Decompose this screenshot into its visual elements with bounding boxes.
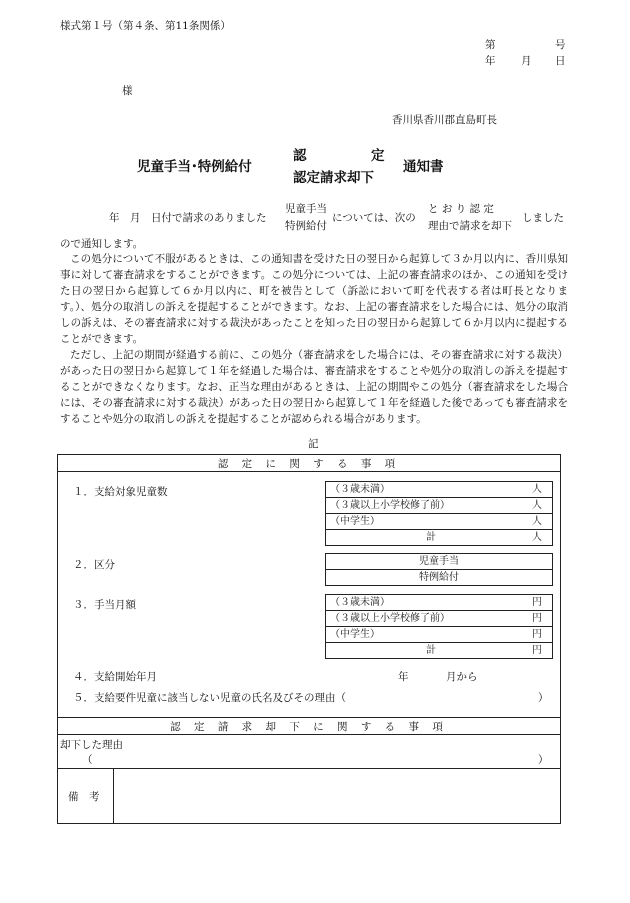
reject-reason-open: （ — [82, 754, 93, 766]
item3-row-2: （３歳以上小学校修了前） 円 — [325, 610, 553, 627]
item1-total: 計 人 — [325, 529, 553, 546]
intro-end: しました — [522, 212, 564, 224]
item2-label: ２．区分 — [73, 559, 115, 571]
intro-sel-a2: 特例給付 — [285, 220, 327, 232]
paragraph-1: この処分について不服があるときは、この通知書を受けた日の翌日から起算して３か月以内に、香川県知事に対して審査請求をすることができます。この処分については、上記の審査請求のほか、この通知を受けた日の翌日から起算して６か月以内に、町を被告として（訴訟において町を代表する者は町長となります。）、処分の取消しの訴えを提起することができます。なお、上記の審査請求をした場合には、処分の取消しの訴えは、その審査請求に対する裁決があったことを知った日の翌日から起算して６か月以内に提起することができます。 — [60, 253, 568, 345]
item1-row-1: （３歳未満） 人 — [325, 481, 553, 498]
form-number: 様式第１号（第４条、第11条関係） — [60, 20, 231, 32]
title-upper-b: 定 — [371, 148, 385, 164]
ki-label: 記 — [308, 438, 319, 450]
item1-row-3: （中学生） 人 — [325, 513, 553, 530]
date-year: 年 — [485, 55, 496, 67]
reject-reason-label: 却下した理由 — [60, 739, 123, 751]
title-lower: 認定請求却下 — [293, 170, 374, 186]
item1-row-2: （３歳以上小学校修了前） 人 — [325, 497, 553, 514]
intro-mid: については、次の — [332, 212, 416, 224]
item4-year: 年 — [398, 671, 409, 683]
item2-option-2: 特例給付 — [325, 569, 553, 586]
intro-cont: ので通知します。 — [60, 238, 144, 250]
intro-date: 年 月 日付で請求のありました — [109, 212, 267, 224]
title-right: 通知書 — [403, 159, 444, 175]
intro-sel-b2: 理由で請求を却下 — [428, 220, 512, 232]
issuer: 香川県香川郡直島町長 — [392, 114, 497, 126]
item5-label: ５．支給要件児童に該当しない児童の氏名及びその理由（ — [73, 692, 346, 704]
section1-heading: 認 定 に 関 す る 事 項 — [217, 458, 401, 470]
item3-row-3: （中学生） 円 — [325, 626, 553, 643]
title-left: 児童手当･特例給付 — [137, 159, 252, 175]
item4-label: ４．支給開始年月 — [73, 671, 157, 683]
intro-sel-b1: と お り 認 定 — [428, 203, 494, 215]
date-month: 月 — [521, 55, 532, 67]
item2-option-1: 児童手当 — [325, 553, 553, 570]
section2-heading: 認 定 請 求 却 下 に 関 す る 事 項 — [170, 721, 448, 733]
number-prefix: 第 — [485, 39, 496, 51]
item4-from: 月から — [446, 671, 478, 683]
date-day: 日 — [555, 55, 566, 67]
intro-sel-a1: 児童手当 — [285, 203, 327, 215]
item3-total: 計 円 — [325, 642, 553, 659]
item3-label: ３．手当月額 — [73, 599, 136, 611]
addressee-sama: 様 — [122, 85, 133, 97]
reject-reason-close: ） — [538, 754, 549, 766]
number-suffix: 号 — [555, 39, 566, 51]
item5-close: ） — [538, 692, 549, 704]
item3-row-1: （３歳未満） 円 — [325, 594, 553, 611]
title-upper-a: 認 — [293, 148, 307, 164]
paragraph-2: ただし、上記の期間が経過する前に、この処分（審査請求をした場合には、その審査請求に対する裁決）があった日の翌日から起算して１年を経過した場合は、審査請求をすることや処分の取消しの訴えを提起することができなくなります。なお、正当な理由があるときは、上記の期間やこの処分（審査請求をした場合には、その審査請求に対する裁決）があった日の翌日から起算して１年を経過した後であっても審査請求をすることや処分の取消しの訴えを提起することが認められる場合があります。 — [60, 349, 568, 425]
item1-label: １．支給対象児童数 — [73, 486, 168, 498]
remarks-label: 備 考 — [68, 791, 100, 803]
